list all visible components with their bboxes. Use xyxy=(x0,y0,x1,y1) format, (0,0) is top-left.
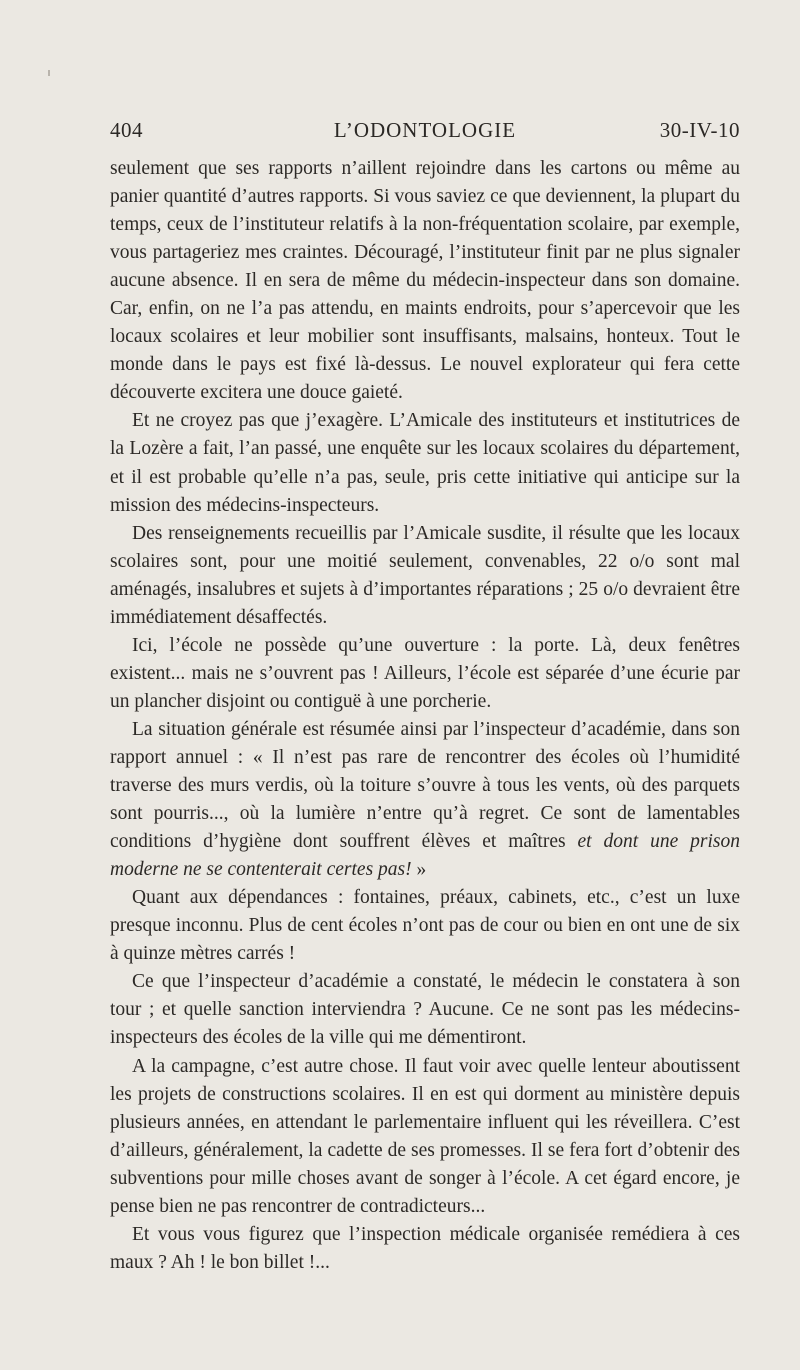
running-header xyxy=(110,118,740,142)
running-title: L’ODONTOLOGIE xyxy=(333,118,517,142)
paragraph: Des renseignements recueillis par l’Amicale susdite, il résulte que les locaux scolaires sont, pour une moitié seulement, convenables, 22 o/o sont mal aménagés, insalubres et sujets à d’importantes réparations ; 25 o/o devraient être immédiatement désaffectés. xyxy=(110,522,740,628)
issue-date: 30-IV-10 xyxy=(659,118,740,142)
paragraph: seulement que ses rapports n’aillent rejoindre dans les cartons ou même au panier quantité d’autres rapports. Si vous saviez ce que deviennent, la plupart du temps, ceux de l’instituteur relatifs à la non-fréquentation scolaire, par exemple, vous partageriez mes craintes. Découragé, l’instituteur finit par ne plus signaler aucune absence. Il en sera de même du médecin-inspecteur dans son domaine. Car, enfin, on ne l’a pas attendu, en maints endroits, pour s’apercevoir que les locaux scolaires et leur mobilier sont insuffisants, malsains, honteux. Tout le monde dans le pays est fixé là-dessus. Le nouvel explorateur qui fera cette découverte excitera une douce gaieté. xyxy=(110,158,740,404)
paragraph: Et vous vous figurez que l’inspection médicale organisée remédiera à ces maux ? Ah ! le bon billet !... xyxy=(110,1223,740,1273)
italic-emphasis: et dont une prison moderne ne se contenterait certes pas! xyxy=(110,831,740,881)
paragraph: Quant aux dépendances : fontaines, préaux, cabinets, etc., c’est un luxe presque inconnu. Plus de cent écoles n’ont pas de cour ou bien en ont une de six à quinze mètres carrés ! xyxy=(110,887,740,965)
paper-speck xyxy=(48,70,50,76)
paragraph-quotation xyxy=(110,716,740,884)
article-body xyxy=(110,155,740,1277)
paragraph: Ce que l’inspecteur d’académie a constaté, le médecin le constatera à son tour ; et quelle sanction interviendra ? Aucune. Ce ne sont pas les médecins-inspecteurs des écoles de la ville qui me démentiront. xyxy=(110,971,740,1049)
paragraph: A la campagne, c’est autre chose. Il faut voir avec quelle lenteur aboutissent les projets de constructions scolaires. Il en est qui dorment au ministère depuis plusieurs années, en attendant le parlementaire influent qui les réveillera. C’est d’ailleurs, généralement, la cadette de ses promesses. Il se fera fort d’obtenir des subventions pour mille choses avant de songer à l’école. A cet égard encore, je pense bien ne pas rencontrer de contradicteurs... xyxy=(110,1055,740,1217)
paragraph: Ici, l’école ne possède qu’une ouverture : la porte. Là, deux fenêtres existent... mais ne s’ouvrent pas ! Ailleurs, l’école est séparée d’une écurie par un plancher disjoint ou contiguë à une porcherie. xyxy=(110,634,740,712)
quotation-text: La situation générale est résumée ainsi par l’inspecteur d’académie, dans son rapport annuel : « Il n’est pas rare de rencontrer des écoles où l’humidité traverse des murs verdis, où la toiture s’ouvre à tous les vents, où des parquets sont pourris..., où la lumière n’entre qu’à regret. Ce sont de lamentables conditions d’hygiène dont souffrent élèves et maîtres xyxy=(110,718,740,853)
closing-quote: » xyxy=(416,859,427,881)
page-number: 404 xyxy=(110,118,143,142)
paragraph: Et ne croyez pas que j’exagère. L’Amicale des instituteurs et institutrices de la Lozère a fait, l’an passé, une enquête sur les locaux scolaires du département, et il est probable qu’elle n’a pas, seule, pris cette initiative qui anticipe sur la mission des médecins-inspecteurs. xyxy=(110,410,740,516)
